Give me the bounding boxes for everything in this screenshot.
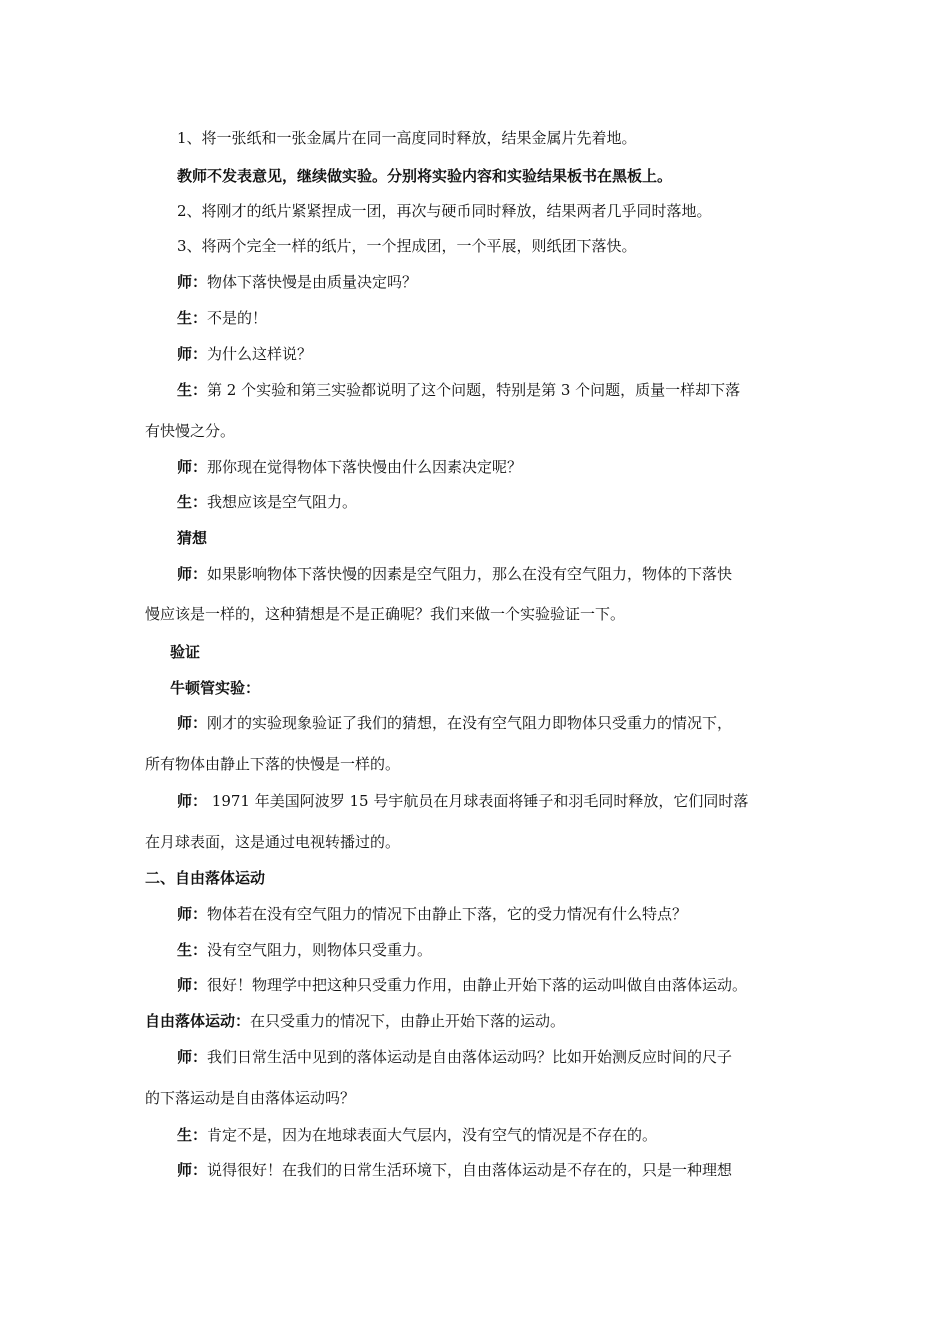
dialogue-continuation (145, 832, 400, 852)
speaker-label: 师： (177, 345, 208, 363)
dialogue-text: 很好！物理学中把这种只受重力作用，由静止开始下落的运动叫做自由落体运动。 (207, 976, 748, 994)
dialogue-line (177, 344, 312, 364)
dialogue-line (177, 975, 747, 995)
dialogue-line (177, 713, 732, 733)
dialogue-text: 说得很好！在我们的日常生活环境下，自由落体运动是不存在的，只是一种理想 (207, 1161, 733, 1179)
dialogue-text: 肯定不是，因为在地球表面大气层内，没有空气的情况是不存在的。 (207, 1126, 658, 1144)
speaker-label: 生： (177, 1126, 208, 1144)
dialogue-line (177, 1125, 657, 1145)
paragraph-text: 2、将刚才的纸片紧紧捏成一团，再次与硬币同时释放，结果两者几乎同时落地。 (177, 202, 712, 220)
speaker-label: 生： (177, 941, 208, 959)
section-heading-free-fall (145, 868, 265, 888)
dialogue-line (177, 1160, 732, 1180)
paragraph-experiment-2 (177, 201, 712, 221)
speaker-label: 师： (177, 714, 208, 732)
paragraph-text: 1、将一张纸和一张金属片在同一高度同时释放，结果金属片先着地。 (177, 129, 637, 147)
speaker-label: 师： (177, 1048, 208, 1066)
speaker-label: 生： (177, 309, 208, 327)
dialogue-text: 我想应该是空气阻力。 (207, 493, 358, 511)
definition-free-fall (145, 1011, 565, 1031)
speaker-label: 师： (177, 458, 208, 476)
dialogue-text: 物体下落快慢是由质量决定吗？ (207, 273, 418, 291)
dialogue-text: 没有空气阻力，则物体只受重力。 (207, 941, 433, 959)
dialogue-line (177, 940, 432, 960)
definition-term: 自由落体运动： (145, 1012, 251, 1030)
dialogue-text: 那你现在觉得物体下落快慢由什么因素决定呢？ (207, 458, 523, 476)
dialogue-text: 有快慢之分。 (145, 422, 236, 440)
paragraph-teacher-note (177, 166, 672, 186)
speaker-label: 生： (177, 381, 208, 399)
dialogue-line (177, 1047, 732, 1067)
heading-text: 牛顿管实验： (170, 679, 261, 697)
speaker-label: 生： (177, 493, 208, 511)
dialogue-text: 在月球表面，这是通过电视转播过的。 (145, 833, 401, 851)
dialogue-text: 慢应该是一样的，这种猜想是不是正确呢？我们来做一个实验验证一下。 (145, 605, 626, 623)
dialogue-line (177, 272, 417, 292)
heading-text: 验证 (170, 643, 201, 661)
dialogue-text: 如果影响物体下落快慢的因素是空气阻力，那么在没有空气阻力，物体的下落快 (207, 565, 733, 583)
heading-text: 猜想 (177, 529, 208, 547)
definition-text: 在只受重力的情况下，由静止开始下落的运动。 (250, 1012, 566, 1030)
dialogue-text: 不是的！ (207, 309, 268, 327)
speaker-label: 师： (177, 1161, 208, 1179)
dialogue-line (177, 904, 687, 924)
paragraph-experiment-1 (177, 128, 637, 148)
paragraph-text: 3、将两个完全一样的纸片，一个捏成团，一个平展，则纸团下落快。 (177, 237, 637, 255)
dialogue-continuation (145, 1088, 355, 1108)
heading-text: 二、自由落体运动 (145, 869, 266, 887)
dialogue-continuation (145, 421, 235, 441)
dialogue-continuation (145, 604, 625, 624)
paragraph-experiment-3 (177, 236, 637, 256)
dialogue-text: 物体若在没有空气阻力的情况下由静止下落，它的受力情况有什么特点？ (207, 905, 688, 923)
paragraph-text: 教师不发表意见，继续做实验。分别将实验内容和实验结果板书在黑板上。 (177, 167, 673, 185)
dialogue-text: 的下落运动是自由落体运动吗？ (145, 1089, 356, 1107)
speaker-label: 师： (177, 273, 208, 291)
dialogue-text: 为什么这样说？ (207, 345, 313, 363)
dialogue-line (177, 791, 748, 811)
dialogue-line (177, 492, 357, 512)
dialogue-text: 所有物体由静止下落的快慢是一样的。 (145, 755, 401, 773)
dialogue-line (177, 380, 740, 400)
dialogue-text: 我们日常生活中见到的落体运动是自由落体运动吗？比如开始测反应时间的尺子 (207, 1048, 733, 1066)
speaker-label: 师： (177, 976, 208, 994)
section-heading-hypothesis (177, 528, 207, 548)
dialogue-line (177, 457, 522, 477)
dialogue-text: 刚才的实验现象验证了我们的猜想，在没有空气阻力即物体只受重力的情况下， (207, 714, 733, 732)
speaker-label: 师： (177, 792, 208, 810)
speaker-label: 师： (177, 905, 208, 923)
dialogue-text: 第 2 个实验和第三实验都说明了这个问题，特别是第 3 个问题，质量一样却下落 (207, 381, 741, 399)
dialogue-line (177, 308, 267, 328)
section-heading-newton-tube (170, 678, 260, 698)
dialogue-text: 1971 年美国阿波罗 15 号宇航员在月球表面将锤子和羽毛同时释放，它们同时落 (207, 792, 749, 810)
section-heading-verify (170, 642, 200, 662)
dialogue-continuation (145, 754, 400, 774)
dialogue-line (177, 564, 732, 584)
speaker-label: 师： (177, 565, 208, 583)
